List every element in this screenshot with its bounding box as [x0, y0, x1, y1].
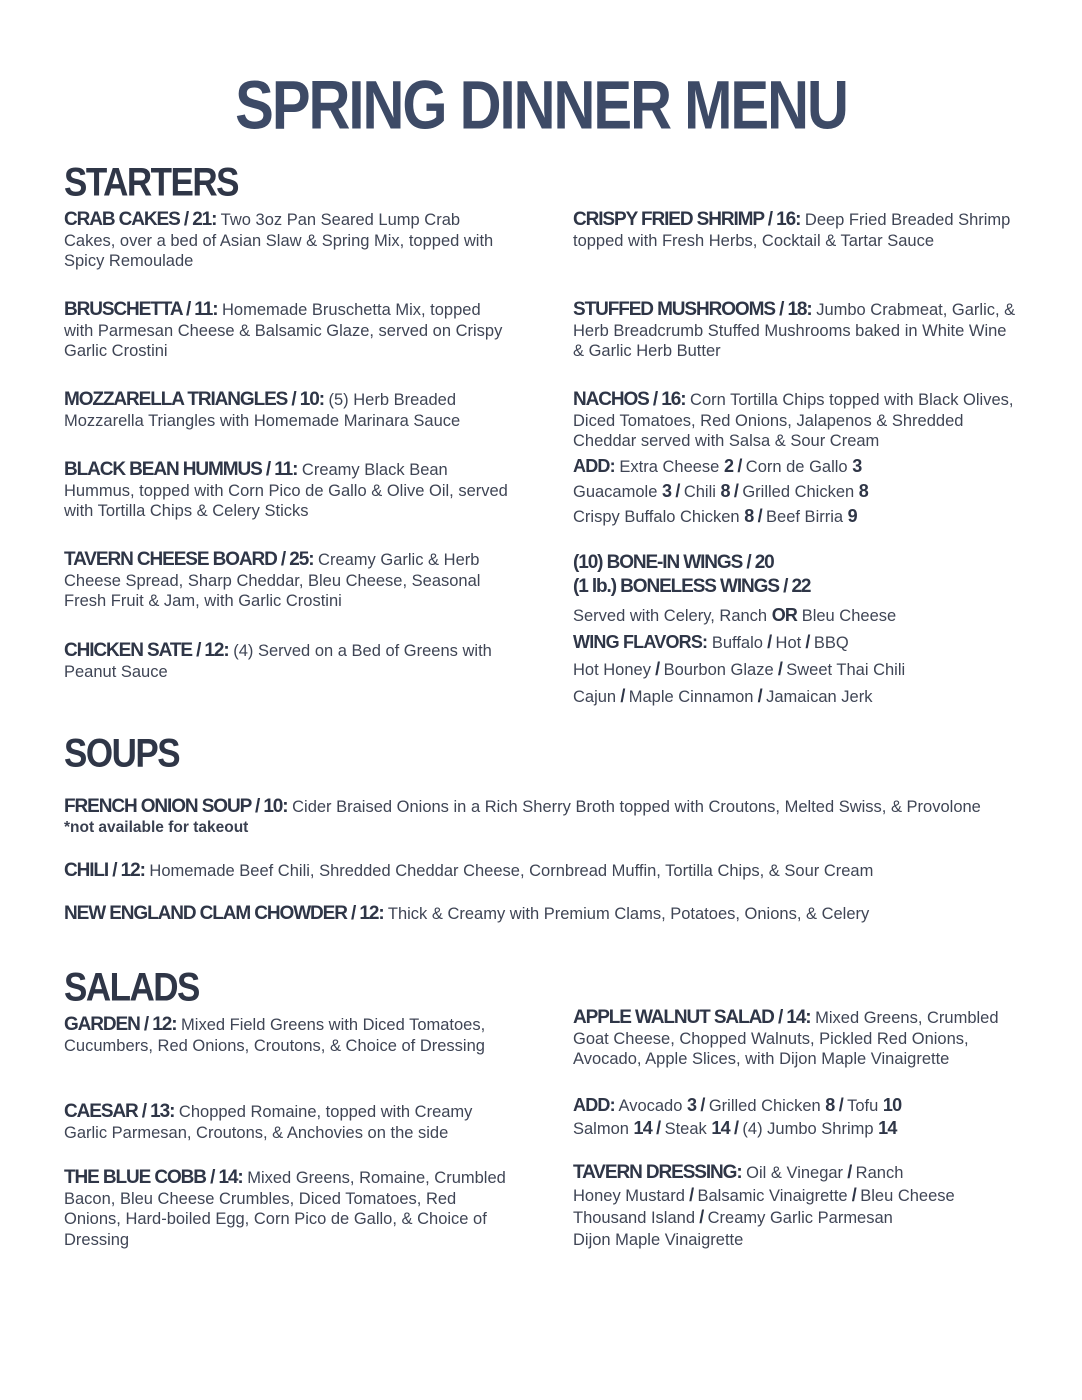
dressing-option: Thousand Island	[573, 1209, 696, 1227]
dressing-option: Creamy Garlic Parmesan	[707, 1209, 893, 1227]
dressing-label: TAVERN DRESSING:	[573, 1162, 742, 1183]
add-on-price: 14	[878, 1118, 897, 1138]
flavor: Bourbon Glaze	[663, 661, 774, 679]
dressing-option: Ranch	[855, 1164, 904, 1182]
item-name: CHILI / 12:	[64, 860, 145, 881]
item-name: MOZZARELLA TRIANGLES / 10:	[64, 389, 324, 410]
menu-item-black-bean-hummus	[64, 460, 514, 522]
add-on-price: 8	[825, 1095, 835, 1115]
item-name: BRUSCHETTA / 11:	[64, 299, 218, 320]
menu-item-chili	[64, 861, 1054, 882]
menu-item-caesar	[64, 1102, 514, 1143]
add-on-price: 10	[882, 1095, 902, 1115]
add-on-price: 3	[661, 481, 672, 501]
add-on-name: Chili	[683, 483, 716, 501]
add-on-name: Crispy Buffalo Chicken	[573, 508, 740, 526]
add-on-name: Grilled Chicken	[708, 1097, 821, 1115]
menu-item-french-onion-soup	[64, 797, 1054, 838]
item-name: FRENCH ONION SOUP / 10:	[64, 796, 288, 817]
add-on-name: Grilled Chicken	[742, 483, 855, 501]
menu-item-chicken-sate	[64, 641, 514, 682]
dressing-option: Balsamic Vinaigrette	[697, 1186, 848, 1205]
wing-flavors-label: WING FLAVORS:	[573, 632, 708, 652]
flavor: Hot	[775, 634, 802, 652]
add-label: ADD:	[573, 1095, 615, 1115]
menu-item-stuffed-mushrooms	[573, 300, 1018, 362]
flavor: Buffalo	[711, 634, 763, 652]
soups-heading: SOUPS	[64, 731, 180, 776]
item-description: Thick & Creamy with Premium Clams, Potatoes, Onions, & Celery	[387, 905, 870, 923]
item-description: Corn Tortilla Chips topped with Black Olives, Diced Tomatoes, Red Onions, Jalapenos & Shredded Cheddar served with Salsa & Sour Cream	[573, 391, 1014, 450]
add-on-price: 2	[723, 456, 734, 476]
wing-flavors-line-2: Hot Honey / Bourbon Glaze / Sweet Thai Chili	[573, 659, 906, 679]
menu-item-nachos	[573, 390, 1018, 452]
menu-item-crab-cakes	[64, 210, 514, 272]
add-on-price: 8	[744, 506, 754, 526]
salads-heading: SALADS	[64, 965, 199, 1010]
item-description: Creamy Garlic & Herb Cheese Spread, Sharp Cheddar, Bleu Cheese, Seasonal Fresh Fruit & Jam, with Garlic Crostini	[64, 551, 481, 610]
item-description: Chopped Romaine, topped with Creamy Garlic Parmesan, Croutons, & Anchovies on the side	[64, 1103, 473, 1142]
served-with-text: Served with Celery, Ranch	[573, 607, 768, 625]
item-description: Two 3oz Pan Seared Lump Crab Cakes, over a bed of Asian Slaw & Spring Mix, topped with Spicy Remoulade	[64, 211, 494, 270]
item-description: Mixed Greens, Romaine, Crumbled Bacon, Bleu Cheese Crumbles, Diced Tomatoes, Red Onions, Hard-boiled Egg, Corn Pico de Gallo, & Choice of Dressing	[64, 1169, 506, 1249]
menu-item-garden	[64, 1015, 514, 1056]
add-on-price: 14	[633, 1118, 652, 1138]
add-on-name: Steak	[664, 1120, 707, 1138]
flavor: BBQ	[813, 634, 849, 652]
bone-in-wings-title: (10) BONE-IN WINGS / 20	[573, 552, 774, 573]
add-on-price: 14	[711, 1118, 730, 1138]
item-name: TAVERN CHEESE BOARD / 25:	[64, 549, 314, 570]
item-name: CHICKEN SATE / 12:	[64, 640, 229, 661]
item-name: NACHOS / 16:	[573, 389, 686, 410]
add-on-name: Avocado	[618, 1097, 683, 1115]
dressing-option: Honey Mustard	[573, 1186, 685, 1205]
menu-item-mozzarella-triangles	[64, 390, 514, 431]
add-label: ADD:	[573, 456, 615, 476]
add-on-price: 3	[852, 456, 862, 476]
add-on-price: 8	[720, 481, 730, 501]
item-description: (5) Herb Breaded Mozzarella Triangles with Homemade Marinara Sauce	[64, 391, 461, 430]
salad-add-ons: ADD: Avocado 3 / Grilled Chicken 8 / Tofu 10 Salmon 14 / Steak 14 / (4) Jumbo Shrimp 14	[573, 1095, 902, 1138]
add-on-price: 8	[858, 481, 869, 501]
item-description: Homemade Bruschetta Mix, topped with Parmesan Cheese & Balsamic Glaze, served on Crispy Garlic Crostini	[64, 301, 503, 360]
item-name: CAESAR / 13:	[64, 1101, 175, 1122]
item-name: CRISPY FRIED SHRIMP / 16:	[573, 209, 801, 230]
boneless-wings-title: (1 lb.) BONELESS WINGS / 22	[573, 576, 811, 597]
add-on-name: Corn de Gallo	[745, 458, 848, 476]
item-name: THE BLUE COBB / 14:	[64, 1167, 243, 1188]
add-on-name: Tofu	[847, 1097, 879, 1115]
menu-item-bruschetta	[64, 300, 514, 362]
menu-item-tavern-cheese-board	[64, 550, 514, 612]
dressing-option: Oil & Vinegar	[746, 1164, 844, 1182]
menu-item-apple-walnut-salad	[573, 1008, 1023, 1070]
add-on-name: Extra Cheese	[619, 458, 720, 476]
item-name: STUFFED MUSHROOMS / 18:	[573, 299, 812, 320]
add-on-name: Guacamole	[573, 483, 658, 501]
item-name: BLACK BEAN HUMMUS / 11:	[64, 459, 298, 480]
menu-title: SPRING DINNER MENU	[235, 67, 847, 144]
flavor: Hot Honey	[573, 661, 651, 679]
item-description: Mixed Greens, Crumbled Goat Cheese, Chopped Walnuts, Pickled Red Onions, Avocado, Apple Slices, with Dijon Maple Vinaigrette	[573, 1009, 999, 1068]
menu-item-crispy-fried-shrimp	[573, 210, 1018, 251]
takeout-note: *not available for takeout	[64, 818, 249, 836]
wings-served-with	[573, 601, 1033, 630]
dressing-option: Dijon Maple Vinaigrette	[573, 1230, 744, 1249]
item-description: Cider Braised Onions in a Rich Sherry Broth topped with Croutons, Melted Swiss, & Provolone	[292, 798, 981, 816]
served-with-text: Bleu Cheese	[801, 607, 897, 625]
dressing-option: Bleu Cheese	[860, 1186, 955, 1205]
flavor: Maple Cinnamon	[628, 688, 754, 706]
item-name: CRAB CAKES / 21:	[64, 209, 217, 230]
add-on-name: Salmon	[573, 1120, 629, 1138]
add-on-price: 9	[847, 506, 857, 526]
wings-block	[573, 551, 1033, 710]
add-on-price: 3	[687, 1095, 697, 1115]
starters-heading: STARTERS	[64, 160, 239, 205]
item-description: Mixed Field Greens with Diced Tomatoes, Cucumbers, Red Onions, Croutons, & Choice of Dressing	[64, 1016, 486, 1055]
flavor: Cajun	[573, 688, 617, 706]
item-description: Creamy Black Bean Hummus, topped with Corn Pico de Gallo & Olive Oil, served with Tortilla Chips & Celery Sticks	[64, 461, 508, 520]
add-on-name: Beef Birria	[766, 508, 844, 526]
add-on-name: (4) Jumbo Shrimp	[742, 1120, 874, 1138]
item-description: Jumbo Crabmeat, Garlic, & Herb Breadcrumb Stuffed Mushrooms baked in White Wine & Garlic Herb Butter	[573, 301, 1016, 360]
menu-item-new-england-clam-chowder	[64, 904, 1054, 925]
wing-flavors-line-1: WING FLAVORS: Buffalo / Hot / BBQ	[573, 632, 849, 652]
or-text: OR	[771, 605, 798, 625]
item-name: NEW ENGLAND CLAM CHOWDER / 12:	[64, 903, 384, 924]
item-description: Deep Fried Breaded Shrimp topped with Fresh Herbs, Cocktail & Tartar Sauce	[573, 211, 1011, 250]
item-name: GARDEN / 12:	[64, 1014, 177, 1035]
flavor: Jamaican Jerk	[766, 688, 873, 706]
nachos-add-ons: ADD: Extra Cheese 2 / Corn de Gallo 3 Guacamole 3 / Chili 8 / Grilled Chicken 8 Crispy Buffalo Chicken 8 / Beef Birria 9	[573, 456, 869, 526]
item-description: Homemade Beef Chili, Shredded Cheddar Cheese, Cornbread Muffin, Tortilla Chips, & Sour Cream	[149, 862, 874, 880]
wing-flavors-line-3: Cajun / Maple Cinnamon / Jamaican Jerk	[573, 686, 873, 706]
item-description: (4) Served on a Bed of Greens with Peanut Sauce	[64, 642, 492, 681]
tavern-dressing: TAVERN DRESSING: Oil & Vinegar / Ranch Honey Mustard / Balsamic Vinaigrette / Bleu Cheese Thousand Island / Creamy Garlic Parmesan Dijon Maple Vinaigrette	[573, 1162, 955, 1249]
flavor: Sweet Thai Chili	[786, 661, 906, 679]
menu-item-blue-cobb	[64, 1168, 514, 1250]
item-name: APPLE WALNUT SALAD / 14:	[573, 1007, 811, 1028]
